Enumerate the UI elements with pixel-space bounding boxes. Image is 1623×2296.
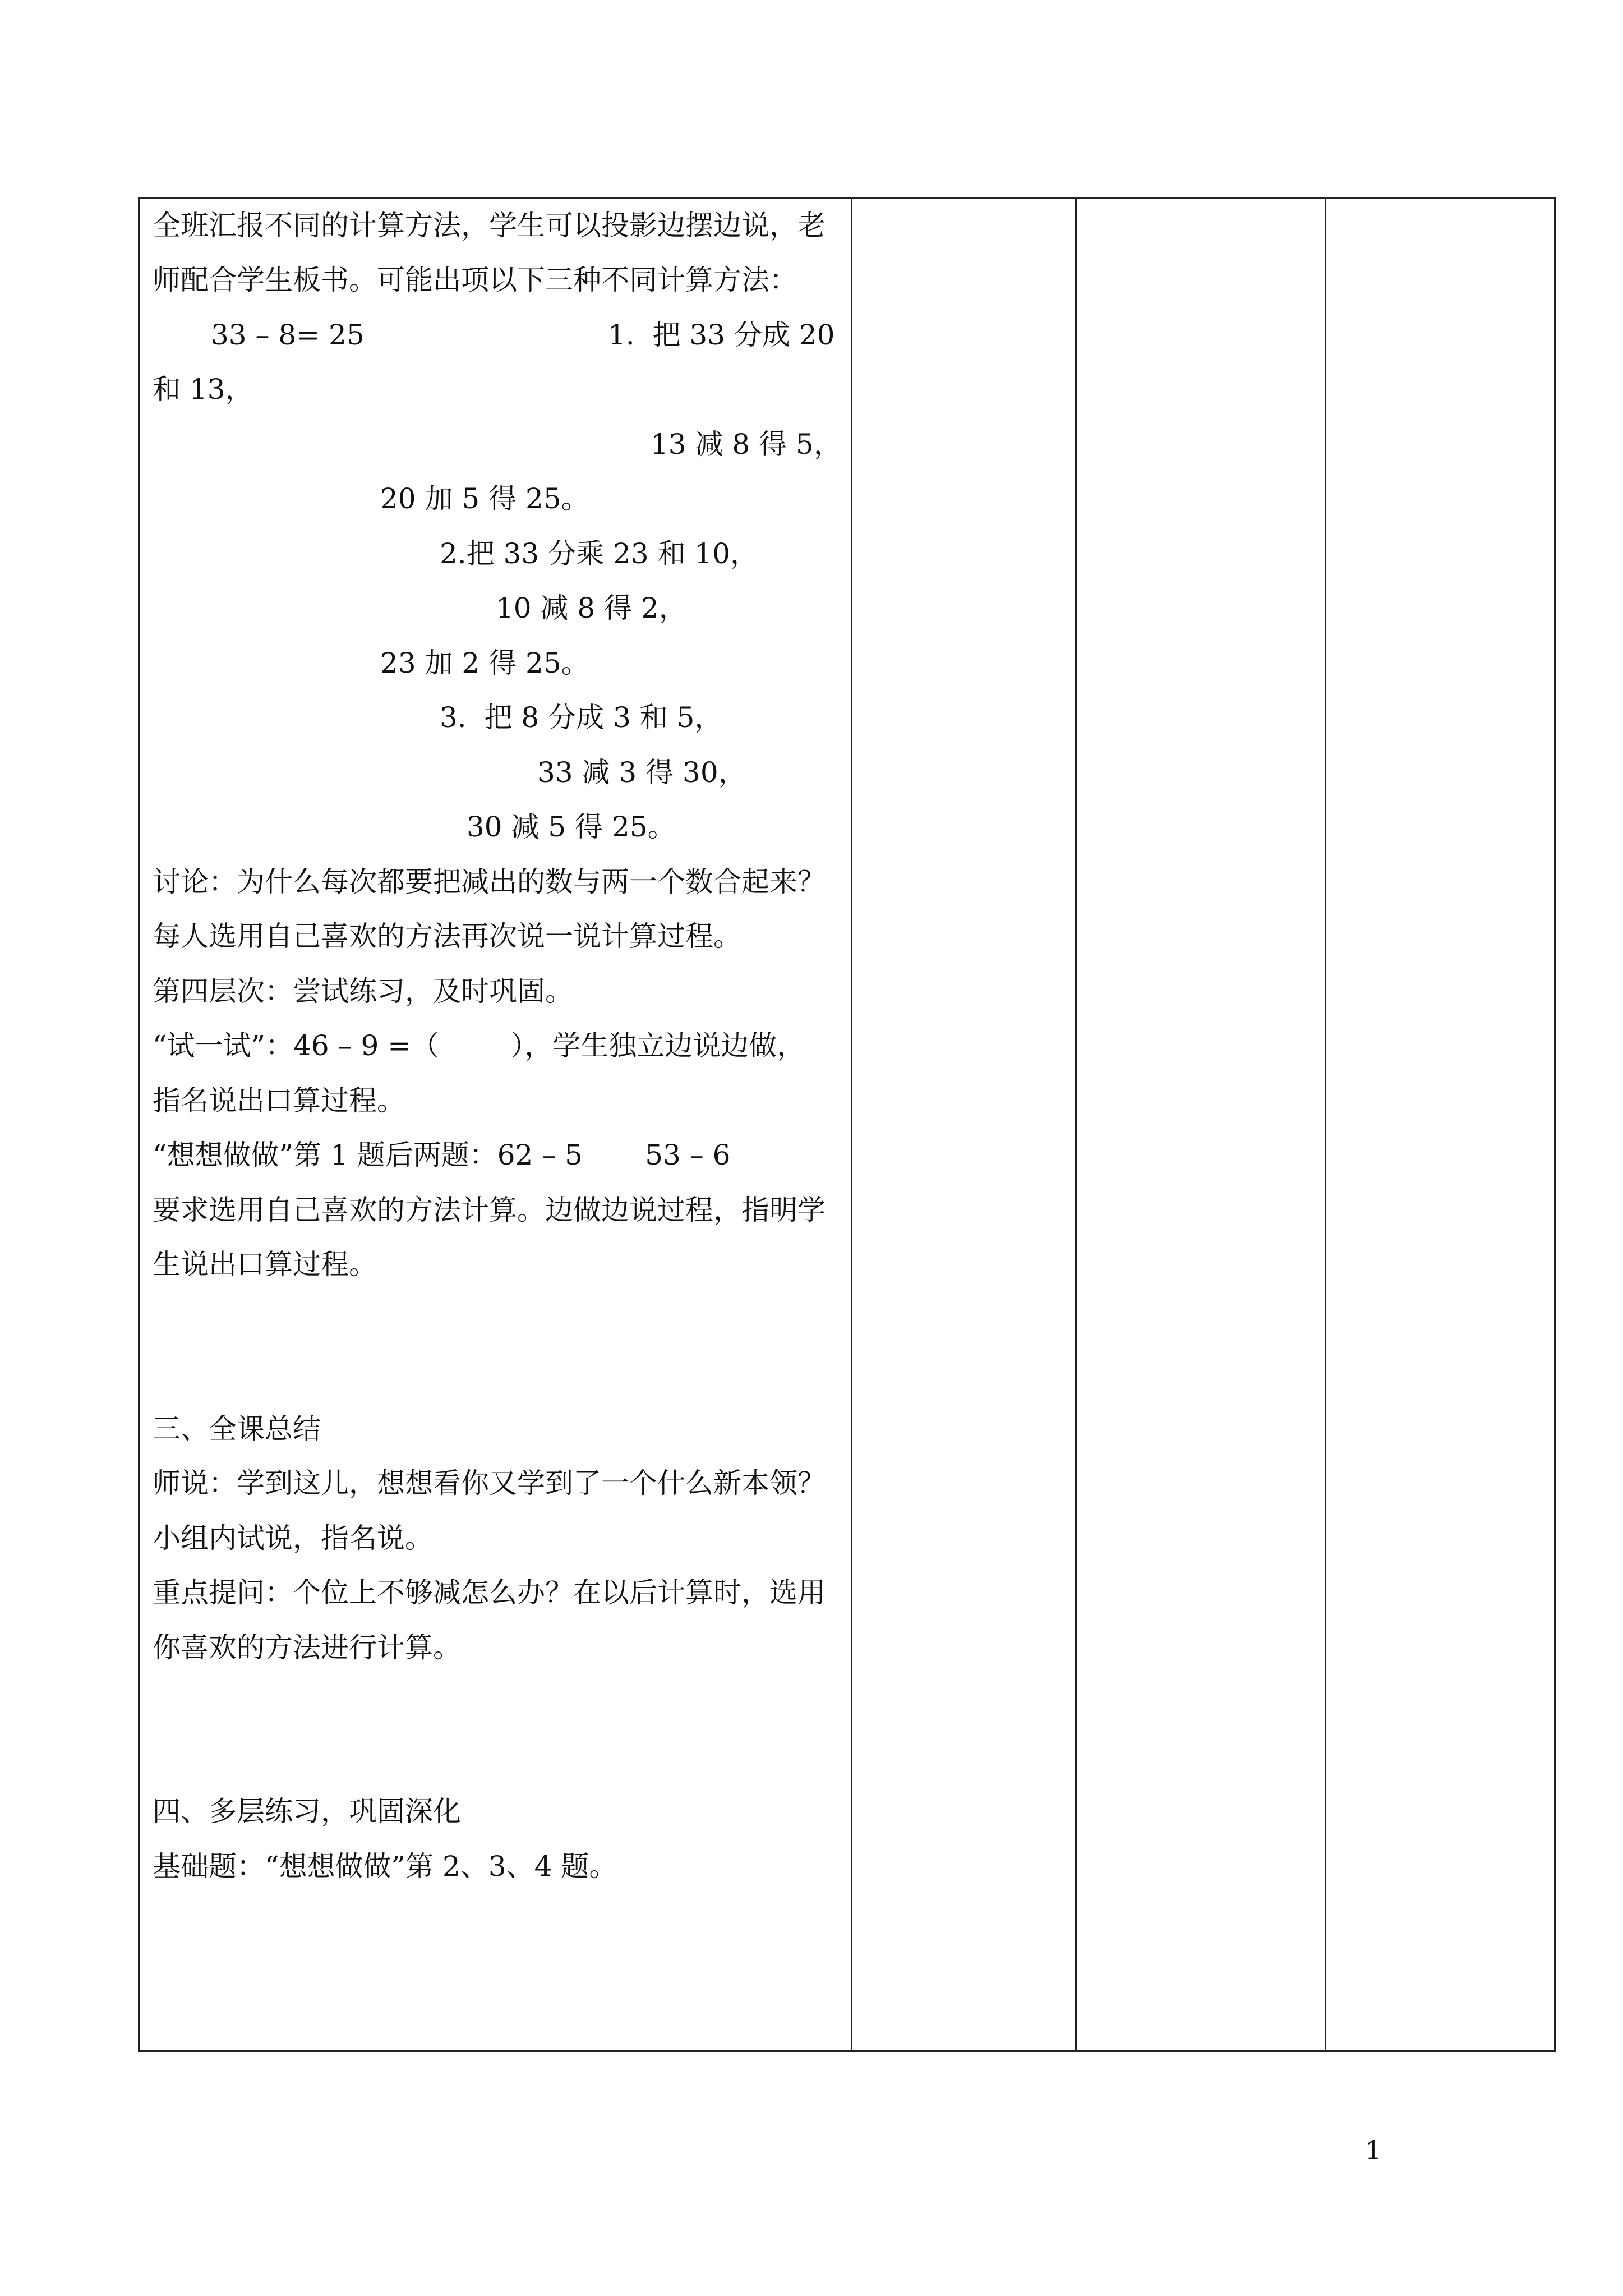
text-line: 师说：学到这儿，想想看你又学到了一个什么新本领？ [153,1467,826,1499]
text-line: 和 13， [153,373,253,406]
text-line: 指名说出口算过程。 [153,1084,405,1117]
section-heading: 三、全课总结 [153,1412,321,1445]
method-3-line: 3. 把 8 分成 3 和 5， [440,701,723,734]
text-line: 10 减 8 得 2， [496,592,687,624]
method-2-line: 2.把 33 分乘 23 和 10， [440,537,759,570]
text-line: 讨论：为什么每次都要把减出的数与两一个数合起来？ [153,866,826,898]
column-divider-3 [1325,197,1326,2052]
text-line: “想想做做”第 1 题后两题：62 – 5 53 – 6 [153,1139,731,1171]
section-heading: 四、多层练习，巩固深化 [153,1795,461,1828]
equation-line: 33 – 8= 25 [211,319,365,351]
text-line: 13 减 8 得 5， [651,428,842,461]
column-divider-1 [851,197,852,2052]
text-line: 小组内试说，指名说。 [153,1522,433,1554]
page-number: 1 [1365,2135,1382,2165]
text-line: 要求选用自己喜欢的方法计算。边做边说过程，指明学 [153,1194,826,1226]
text-line: 师配合学生板书。可能出项以下三种不同计算方法： [153,264,797,296]
text-line: 33 减 3 得 30， [537,756,746,789]
text-line: 基础题：“想想做做”第 2、3、4 题。 [153,1850,617,1883]
text-line: 每人选用自己喜欢的方法再次说一说计算过程。 [153,920,741,953]
text-line: 23 加 2 得 25。 [380,647,589,679]
text-line: 20 加 5 得 25。 [380,482,589,515]
text-line: 你喜欢的方法进行计算。 [153,1631,461,1664]
method-1-line: 1. 把 33 分成 20 [608,319,835,351]
text-line: 30 减 5 得 25。 [467,811,676,843]
text-line: “试一试”：46 – 9 =（ ），学生独立边说边做， [153,1029,805,1062]
lesson-table [138,197,1556,2052]
section-heading: 第四层次：尝试练习，及时巩固。 [153,975,573,1007]
text-line: 重点提问：个位上不够减怎么办？在以后计算时，选用 [153,1576,826,1609]
text-line: 全班汇报不同的计算方法，学生可以投影边摆边说，老 [153,209,826,242]
text-line: 生说出口算过程。 [153,1248,377,1281]
column-divider-2 [1075,197,1077,2052]
